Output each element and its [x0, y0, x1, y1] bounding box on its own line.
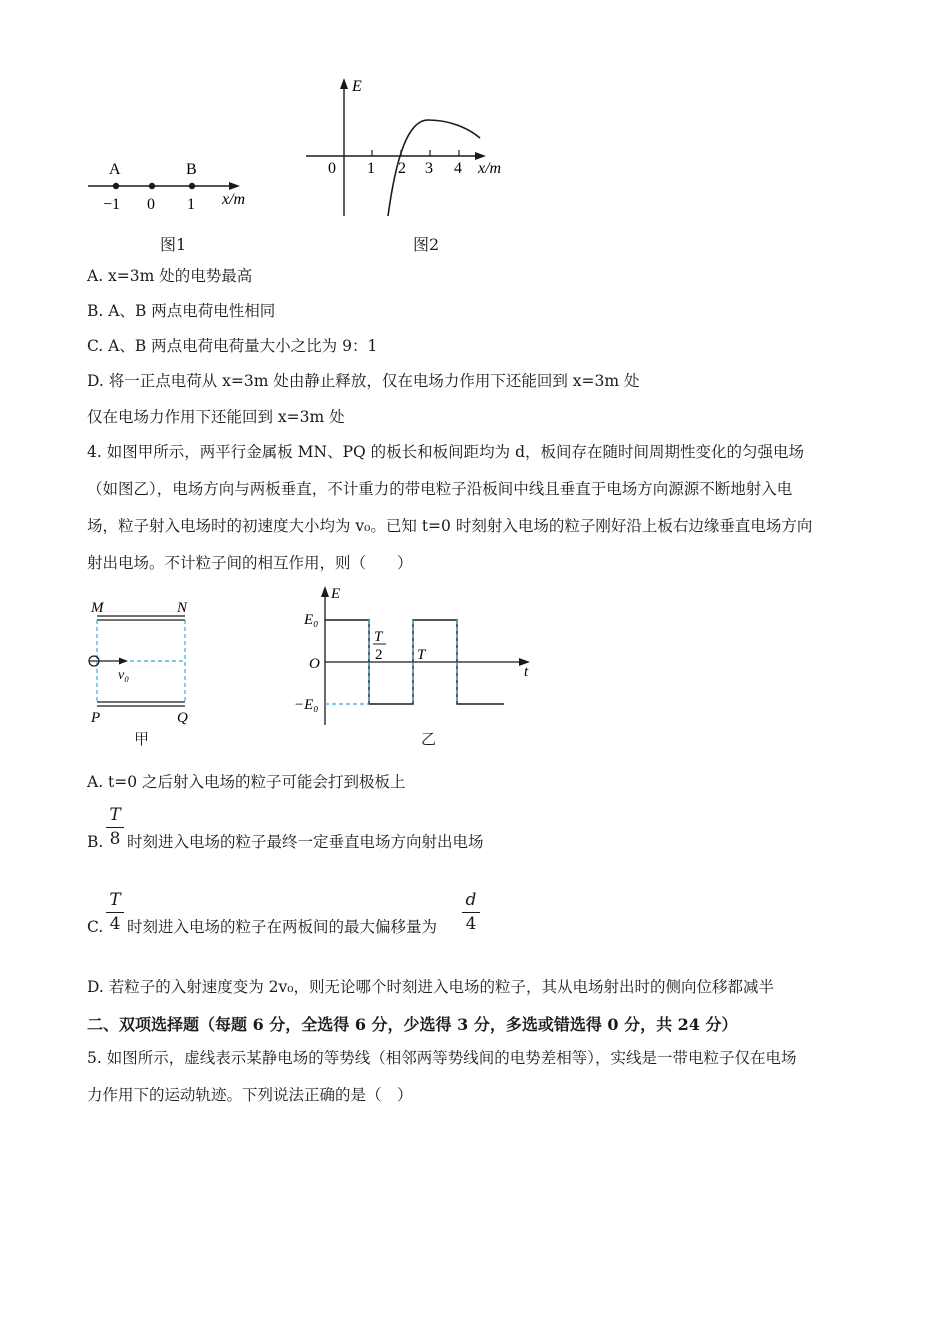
- q4-line-1: 4. 如图甲所示，两平行金属板 MN、PQ 的板长和板间距均为 d，板间存在随时间周期性变化的匀强电场: [87, 443, 804, 461]
- fraction-numerator: T: [109, 890, 121, 910]
- q4-line-4: 射出电场。不计粒子间的相互作用，则（ ）: [87, 554, 413, 572]
- yi-label-half-t-num: T: [374, 629, 383, 645]
- fig2-y-label: E: [352, 78, 362, 95]
- jia-label-m: M: [91, 600, 104, 616]
- fig2-origin: 0: [328, 160, 336, 177]
- q5-line-2: 力作用下的运动轨迹。下列说法正确的是（ ）: [87, 1086, 413, 1104]
- jia-caption: 甲: [134, 730, 150, 748]
- fraction-numerator: T: [109, 805, 121, 825]
- yi-label-half-t-den: 2: [375, 647, 383, 663]
- q4-option-b-text: 时刻进入电场的粒子最终一定垂直电场方向射出电场: [127, 833, 484, 851]
- q3-option-a: A. x=3m 处的电势最高: [87, 267, 253, 285]
- q4-option-b-fraction: [104, 806, 126, 848]
- fraction-bar: [106, 827, 124, 828]
- fig2-tick-3: 3: [425, 160, 433, 177]
- fraction-denominator: 4: [109, 914, 121, 934]
- yi-label-o: O: [309, 656, 320, 672]
- fig1-label-a: A: [109, 161, 121, 178]
- fig1-axis-label: x/m: [222, 191, 246, 208]
- jia-label-n: N: [177, 600, 188, 616]
- q5-line-1: 5. 如图所示，虚线表示某静电场的等势线（相邻两等势线间的电势差相等），实线是一带电粒子仅在电场: [87, 1049, 797, 1067]
- fig2-tick-2: 2: [398, 160, 406, 177]
- q4-line-2: （如图乙），电场方向与两板垂直，不计重力的带电粒子沿板间中线且垂直于电场方向源源不断地射入电: [87, 480, 793, 498]
- fraction-bar: [462, 912, 480, 913]
- fraction-bar: [106, 912, 124, 913]
- section-2-heading: 二、双项选择题（每题 6 分，全选得 6 分，少选得 3 分，多选或错选得 0 分，共 24 分）: [87, 1015, 738, 1034]
- jia-label-q: Q: [177, 710, 188, 726]
- q4-option-c-prefix: C.: [87, 918, 104, 936]
- yi-label-e: E: [331, 586, 341, 602]
- q4-option-c-text: 时刻进入电场的粒子在两板间的最大偏移量为: [127, 918, 438, 936]
- figure-2: [300, 72, 530, 222]
- q4-line-3: 场，粒子射入电场时的初速度大小均为 v₀。已知 t=0 时刻射入电场的粒子刚好沿上板右边缘垂直电场方向: [87, 517, 813, 535]
- q3-option-b: B. A、B 两点电荷电性相同: [87, 302, 276, 320]
- fig1-tick-neg1: −1: [103, 196, 121, 213]
- fig2-tick-4: 4: [454, 160, 462, 177]
- fig1-label-b: B: [186, 161, 197, 178]
- q3-option-d-repeat: 仅在电场力作用下还能回到 x=3m 处: [87, 408, 345, 426]
- fraction-denominator: 4: [465, 914, 477, 934]
- fig1-tick-0: 0: [147, 196, 155, 213]
- q3-option-c: C. A、B 两点电荷电荷量大小之比为 9：1: [87, 337, 378, 355]
- fig1-tick-1: 1: [187, 196, 195, 213]
- fig2-axis-label: x/m: [478, 160, 502, 177]
- fraction-denominator: 8: [109, 829, 121, 849]
- yi-caption: 乙: [421, 730, 437, 748]
- fraction-numerator: d: [465, 890, 477, 910]
- q4-option-c-fraction-2: [460, 891, 482, 933]
- jia-label-p: P: [91, 710, 101, 726]
- figure-yi: [290, 580, 540, 730]
- fig2-tick-1: 1: [367, 160, 375, 177]
- yi-label-neg-e0: −E₀: [294, 697, 319, 713]
- yi-label-t-period: T: [417, 647, 426, 663]
- figure-1: [80, 150, 280, 220]
- q4-option-b-prefix: B.: [87, 833, 104, 851]
- yi-label-e0: E₀: [304, 612, 319, 628]
- yi-label-t-axis: t: [524, 664, 529, 680]
- jia-label-v0: v₀: [118, 668, 130, 683]
- q3-option-d: D. 将一正点电荷从 x=3m 处由静止释放，仅在电场力作用下还能回到 x=3m 处: [87, 372, 640, 390]
- q4-option-c-fraction: [104, 891, 126, 933]
- q4-option-d: D. 若粒子的入射速度变为 2v₀，则无论哪个时刻进入电场的粒子，其从电场射出时的侧向位移都减半: [87, 978, 774, 996]
- q4-option-a: A. t=0 之后射入电场的粒子可能会打到极板上: [87, 773, 406, 791]
- fig1-caption: 图1: [160, 235, 187, 254]
- fig2-caption: 图2: [413, 235, 440, 254]
